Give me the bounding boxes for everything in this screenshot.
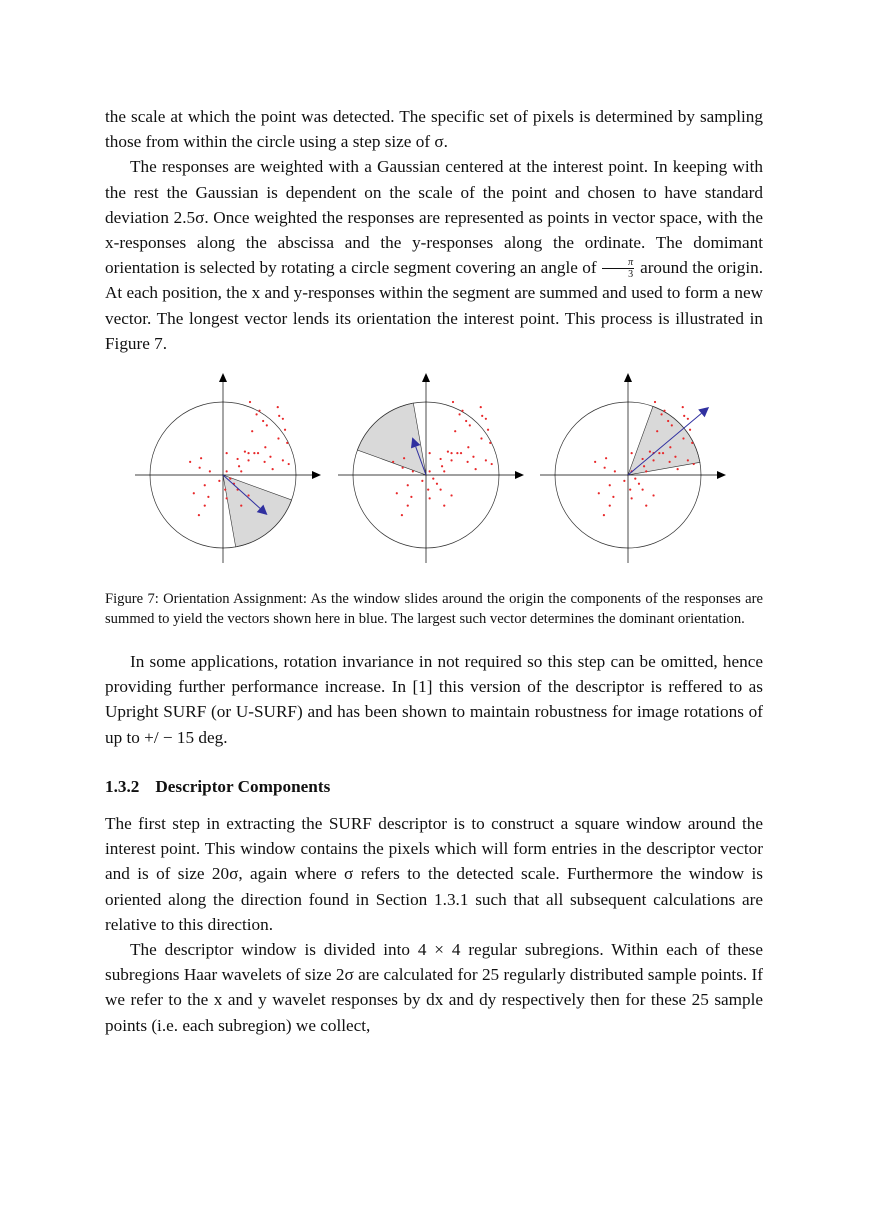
response-point [642, 458, 644, 460]
response-point [407, 505, 409, 507]
y-axis-arrowhead [422, 373, 430, 382]
orientation-vector-arrowhead [698, 407, 709, 417]
y-axis-arrowhead [624, 373, 632, 382]
response-point [229, 478, 231, 480]
response-point [682, 406, 684, 408]
response-point [244, 451, 246, 453]
caption-text: Orientation Assignment: As the window slides around the origin the components of the responses are summed to yield the vectors shown here in blue. The largest such vector determines the dominant orientation. [105, 591, 763, 628]
response-point [454, 430, 456, 432]
section-number: 1.3.2 [105, 776, 140, 796]
response-point [634, 478, 636, 480]
response-point [200, 457, 202, 459]
response-point [662, 452, 664, 454]
response-point [485, 418, 487, 420]
response-point [645, 470, 647, 472]
response-point [218, 480, 220, 482]
section-heading [105, 774, 763, 799]
response-point [467, 446, 469, 448]
response-point [204, 484, 206, 486]
response-point [247, 452, 249, 454]
response-point [277, 437, 279, 439]
response-point [247, 494, 249, 496]
paragraph-text: The responses are weighted with a Gaussian centered at the interest point. In keeping with the rest the Gaussian is dependent on the scale of the point and chosen to have standard deviation 2.5σ. Once weighted the responses are represented as points in vector space, with the x-responses along the abscissa and the y-responses along the ordinate. The domimant orientation is selected by rotating a circle segment covering an angle of [105, 157, 763, 278]
response-point [447, 451, 449, 453]
response-point [392, 461, 394, 463]
response-point [284, 429, 286, 431]
response-point [491, 463, 493, 465]
response-point [288, 463, 290, 465]
response-point [460, 452, 462, 454]
response-point [450, 452, 452, 454]
response-point [450, 494, 452, 496]
response-point [407, 484, 409, 486]
response-point [658, 452, 660, 454]
response-point [472, 456, 474, 458]
response-point [193, 492, 195, 494]
response-point [475, 468, 477, 470]
response-point [209, 470, 211, 472]
response-point [440, 458, 442, 460]
response-point [272, 468, 274, 470]
response-point [251, 430, 253, 432]
figure-orientation-assignment [105, 370, 763, 575]
figure-caption [105, 589, 763, 629]
response-point [456, 452, 458, 454]
response-point [663, 410, 665, 412]
response-point [255, 413, 257, 415]
response-point [421, 480, 423, 482]
response-point [691, 442, 693, 444]
response-point [643, 465, 645, 467]
response-point [436, 483, 438, 485]
response-point [199, 467, 201, 469]
paragraph: In some applications, rotation invariance in not required so this step can be omitted, hence providing further performance increase. In [1] this version of the descriptor is reffered to as Upright SURF (or U-SURF) and has been shown to maintain robustness for image rotations of up to +/ − 15 deg. [105, 652, 763, 747]
response-point [487, 429, 489, 431]
response-point [467, 461, 469, 463]
response-point [660, 413, 662, 415]
y-axis-arrowhead [219, 373, 227, 382]
response-point [669, 446, 671, 448]
response-point [207, 496, 209, 498]
response-point [669, 461, 671, 463]
response-point [693, 463, 695, 465]
response-point [402, 467, 404, 469]
fraction-numerator: π [602, 258, 634, 269]
caption-label: Figure 7: [105, 591, 159, 608]
circle-segment [223, 475, 292, 547]
response-point [410, 496, 412, 498]
paragraph: The descriptor window is divided into 4 × 4 regular subregions. Within each of these subregions Haar wavelets of size 2σ are calculated for 25 regularly distributed sample points. If we refer to the x and y wavelet responses by dx and dy respectively then for these 25 sample points (i.e. each subregion) we collect, [105, 940, 763, 1035]
response-point [286, 442, 288, 444]
response-point [238, 465, 240, 467]
document-page [105, 104, 763, 1038]
response-point [469, 424, 471, 426]
response-point [237, 458, 239, 460]
response-point [403, 457, 405, 459]
response-point [594, 461, 596, 463]
x-axis-arrowhead [515, 471, 524, 479]
response-point [452, 401, 454, 403]
response-point [226, 470, 228, 472]
response-point [458, 413, 460, 415]
response-point [204, 505, 206, 507]
response-point [247, 459, 249, 461]
response-point [396, 492, 398, 494]
response-point [258, 410, 260, 412]
response-point [598, 492, 600, 494]
response-point [614, 470, 616, 472]
figure-panel-2 [333, 370, 533, 570]
response-point [432, 478, 434, 480]
response-point [642, 489, 644, 491]
response-point [623, 480, 625, 482]
response-point [262, 420, 264, 422]
response-point [677, 468, 679, 470]
response-point [480, 437, 482, 439]
response-point [264, 446, 266, 448]
fraction-denominator: 3 [628, 269, 634, 281]
response-point [282, 459, 284, 461]
response-point [412, 470, 414, 472]
circle-segment [357, 403, 426, 475]
response-point [638, 483, 640, 485]
response-point [440, 489, 442, 491]
response-point [689, 429, 691, 431]
response-point [652, 494, 654, 496]
response-point [652, 459, 654, 461]
paragraph [105, 154, 763, 356]
response-point [645, 505, 647, 507]
response-point [269, 456, 271, 458]
response-point [671, 424, 673, 426]
circle-segment [628, 406, 700, 475]
figure-panel-1 [130, 370, 330, 570]
response-point [609, 505, 611, 507]
response-point [604, 467, 606, 469]
response-point [461, 410, 463, 412]
response-point [450, 459, 452, 461]
response-point [257, 452, 259, 454]
response-point [249, 401, 251, 403]
response-point [266, 424, 268, 426]
response-point [277, 406, 279, 408]
response-point [429, 452, 431, 454]
paragraph: The first step in extracting the SURF descriptor is to construct a square window around the interest point. This window contains the pixels which will form entries in the descriptor vector and is of size 20σ, again where σ refers to the detected scale. Furthermore the window is oriented along the direction found in Section 1.3.1 such that all subsequent calculations are relative to this direction. [105, 814, 763, 934]
response-point [612, 496, 614, 498]
response-point [674, 456, 676, 458]
response-point [253, 452, 255, 454]
response-point [429, 470, 431, 472]
fraction [602, 258, 634, 280]
response-point [465, 420, 467, 422]
response-point [401, 514, 403, 516]
response-point [605, 457, 607, 459]
response-point [603, 514, 605, 516]
response-point [682, 437, 684, 439]
response-point [189, 461, 191, 463]
response-point [443, 470, 445, 472]
response-point [631, 452, 633, 454]
response-point [240, 505, 242, 507]
response-point [226, 452, 228, 454]
response-point [481, 415, 483, 417]
response-point [654, 401, 656, 403]
response-point [609, 484, 611, 486]
response-point [687, 418, 689, 420]
section-title: Descriptor Components [155, 776, 331, 796]
response-point [667, 420, 669, 422]
response-point [656, 430, 658, 432]
response-point [629, 489, 631, 491]
response-point [429, 497, 431, 499]
response-point [485, 459, 487, 461]
response-point [264, 461, 266, 463]
x-axis-arrowhead [717, 471, 726, 479]
response-point [282, 418, 284, 420]
response-point [649, 451, 651, 453]
figure-panel-3 [535, 370, 735, 570]
response-point [441, 465, 443, 467]
response-point [240, 470, 242, 472]
response-point [198, 514, 200, 516]
paragraph: the scale at which the point was detected. The specific set of pixels is determined by sampling those from within the circle using a step size of σ. [105, 107, 763, 152]
response-point [278, 415, 280, 417]
paragraph-text: around the origin. At each position, the x and y-responses within the segment are summed and used to form a new vector. The longest vector lends its orientation the interest point. This process is illustrated in Figure 7. [105, 258, 764, 353]
response-point [687, 459, 689, 461]
response-point [443, 505, 445, 507]
response-point [226, 497, 228, 499]
response-point [224, 489, 226, 491]
response-point [683, 415, 685, 417]
response-point [427, 489, 429, 491]
response-point [480, 406, 482, 408]
response-point [631, 497, 633, 499]
response-point [489, 442, 491, 444]
x-axis-arrowhead [312, 471, 321, 479]
